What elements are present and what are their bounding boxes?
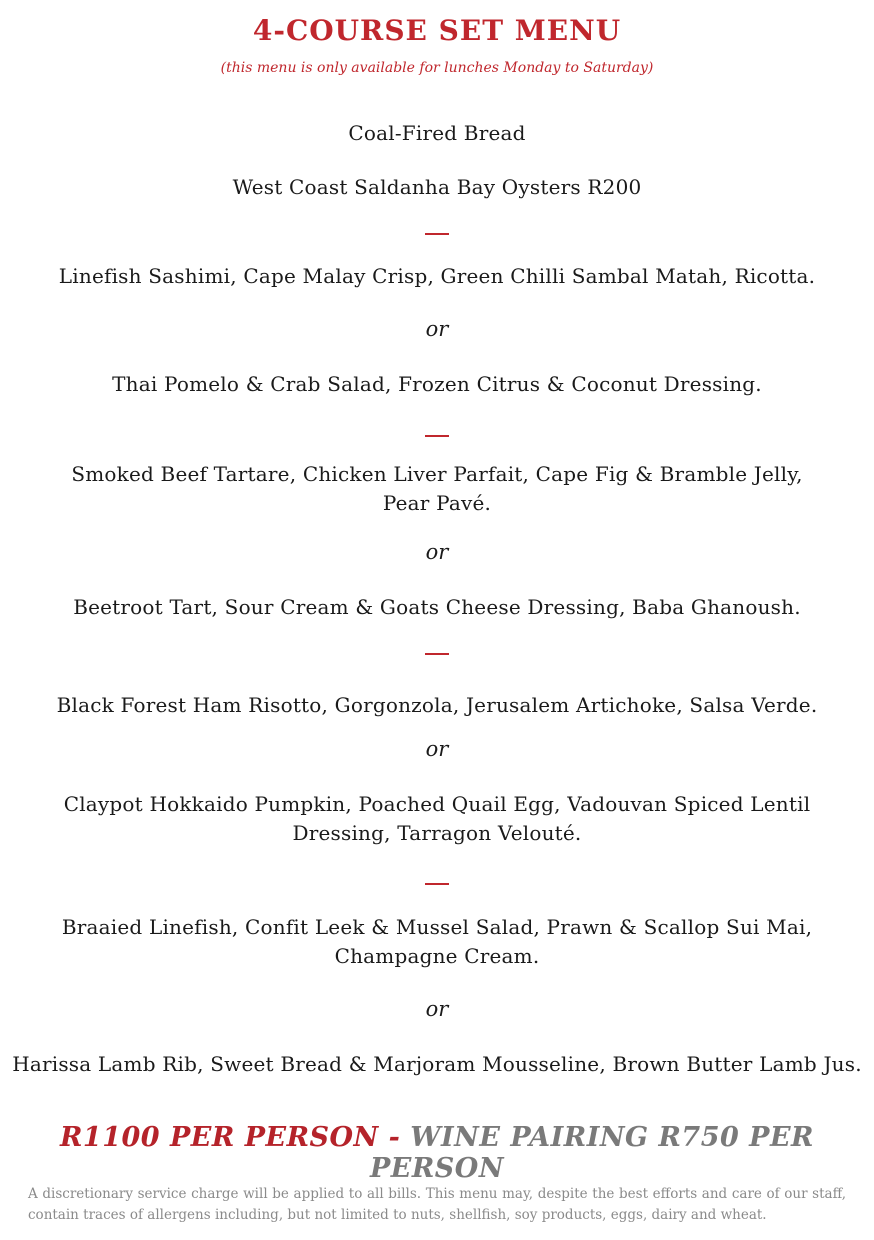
dish-oysters: West Coast Saldanha Bay Oysters R200 (232, 175, 642, 199)
course3-option-b-line1: Claypot Hokkaido Pumpkin, Poached Quail Egg, Vadouvan Spiced Lentil (63, 792, 811, 816)
course2-option-b: Beetroot Tart, Sour Cream & Goats Cheese Dressing, Baba Ghanoush. (73, 595, 801, 619)
or-label: or (425, 317, 449, 341)
course1-option-b: Thai Pomelo & Crab Salad, Frozen Citrus & Coconut Dressing. (112, 372, 762, 396)
course4-option-a-line2: Champagne Cream. (334, 944, 540, 968)
course3-option-a: Black Forest Ham Risotto, Gorgonzola, Jerusalem Artichoke, Salsa Verde. (56, 693, 818, 717)
or-label: or (425, 997, 449, 1021)
dish-bread: Coal-Fired Bread (348, 121, 526, 145)
course3-option-b-line2: Dressing, Tarragon Velouté. (292, 821, 582, 845)
or-label: or (425, 737, 449, 761)
page-title: 4-COURSE SET MENU (252, 14, 622, 47)
pricing-separator: - (378, 1122, 411, 1153)
wine-pairing-price: WINE PAIRING R750 PER PERSON (369, 1122, 814, 1184)
pricing-line (0, 1122, 874, 1184)
course4-option-b: Harissa Lamb Rib, Sweet Bread & Marjoram Mousseline, Brown Butter Lamb Jus. (12, 1052, 862, 1076)
set-menu-price: R1100 PER PERSON (59, 1122, 379, 1153)
allergen-disclaimer: A discretionary service charge will be applied to all bills. This menu may, despite the best efforts and care of our staff, contain traces of allergens including, but not limited to nuts, shellfish, soy products, eggs, dairy and wheat. (28, 1186, 846, 1223)
course-divider (425, 435, 449, 437)
course-divider (425, 883, 449, 885)
or-label: or (425, 540, 449, 564)
course2-option-a-line2: Pear Pavé. (382, 491, 492, 515)
course4-option-a-line1: Braaied Linefish, Confit Leek & Mussel Salad, Prawn & Scallop Sui Mai, (61, 915, 813, 939)
availability-note: (this menu is only available for lunches Monday to Saturday) (220, 60, 654, 76)
course2-option-a-line1: Smoked Beef Tartare, Chicken Liver Parfait, Cape Fig & Bramble Jelly, (71, 462, 803, 486)
course-divider (425, 233, 449, 235)
course-divider (425, 653, 449, 655)
course1-option-a: Linefish Sashimi, Cape Malay Crisp, Green Chilli Sambal Matah, Ricotta. (58, 264, 816, 288)
